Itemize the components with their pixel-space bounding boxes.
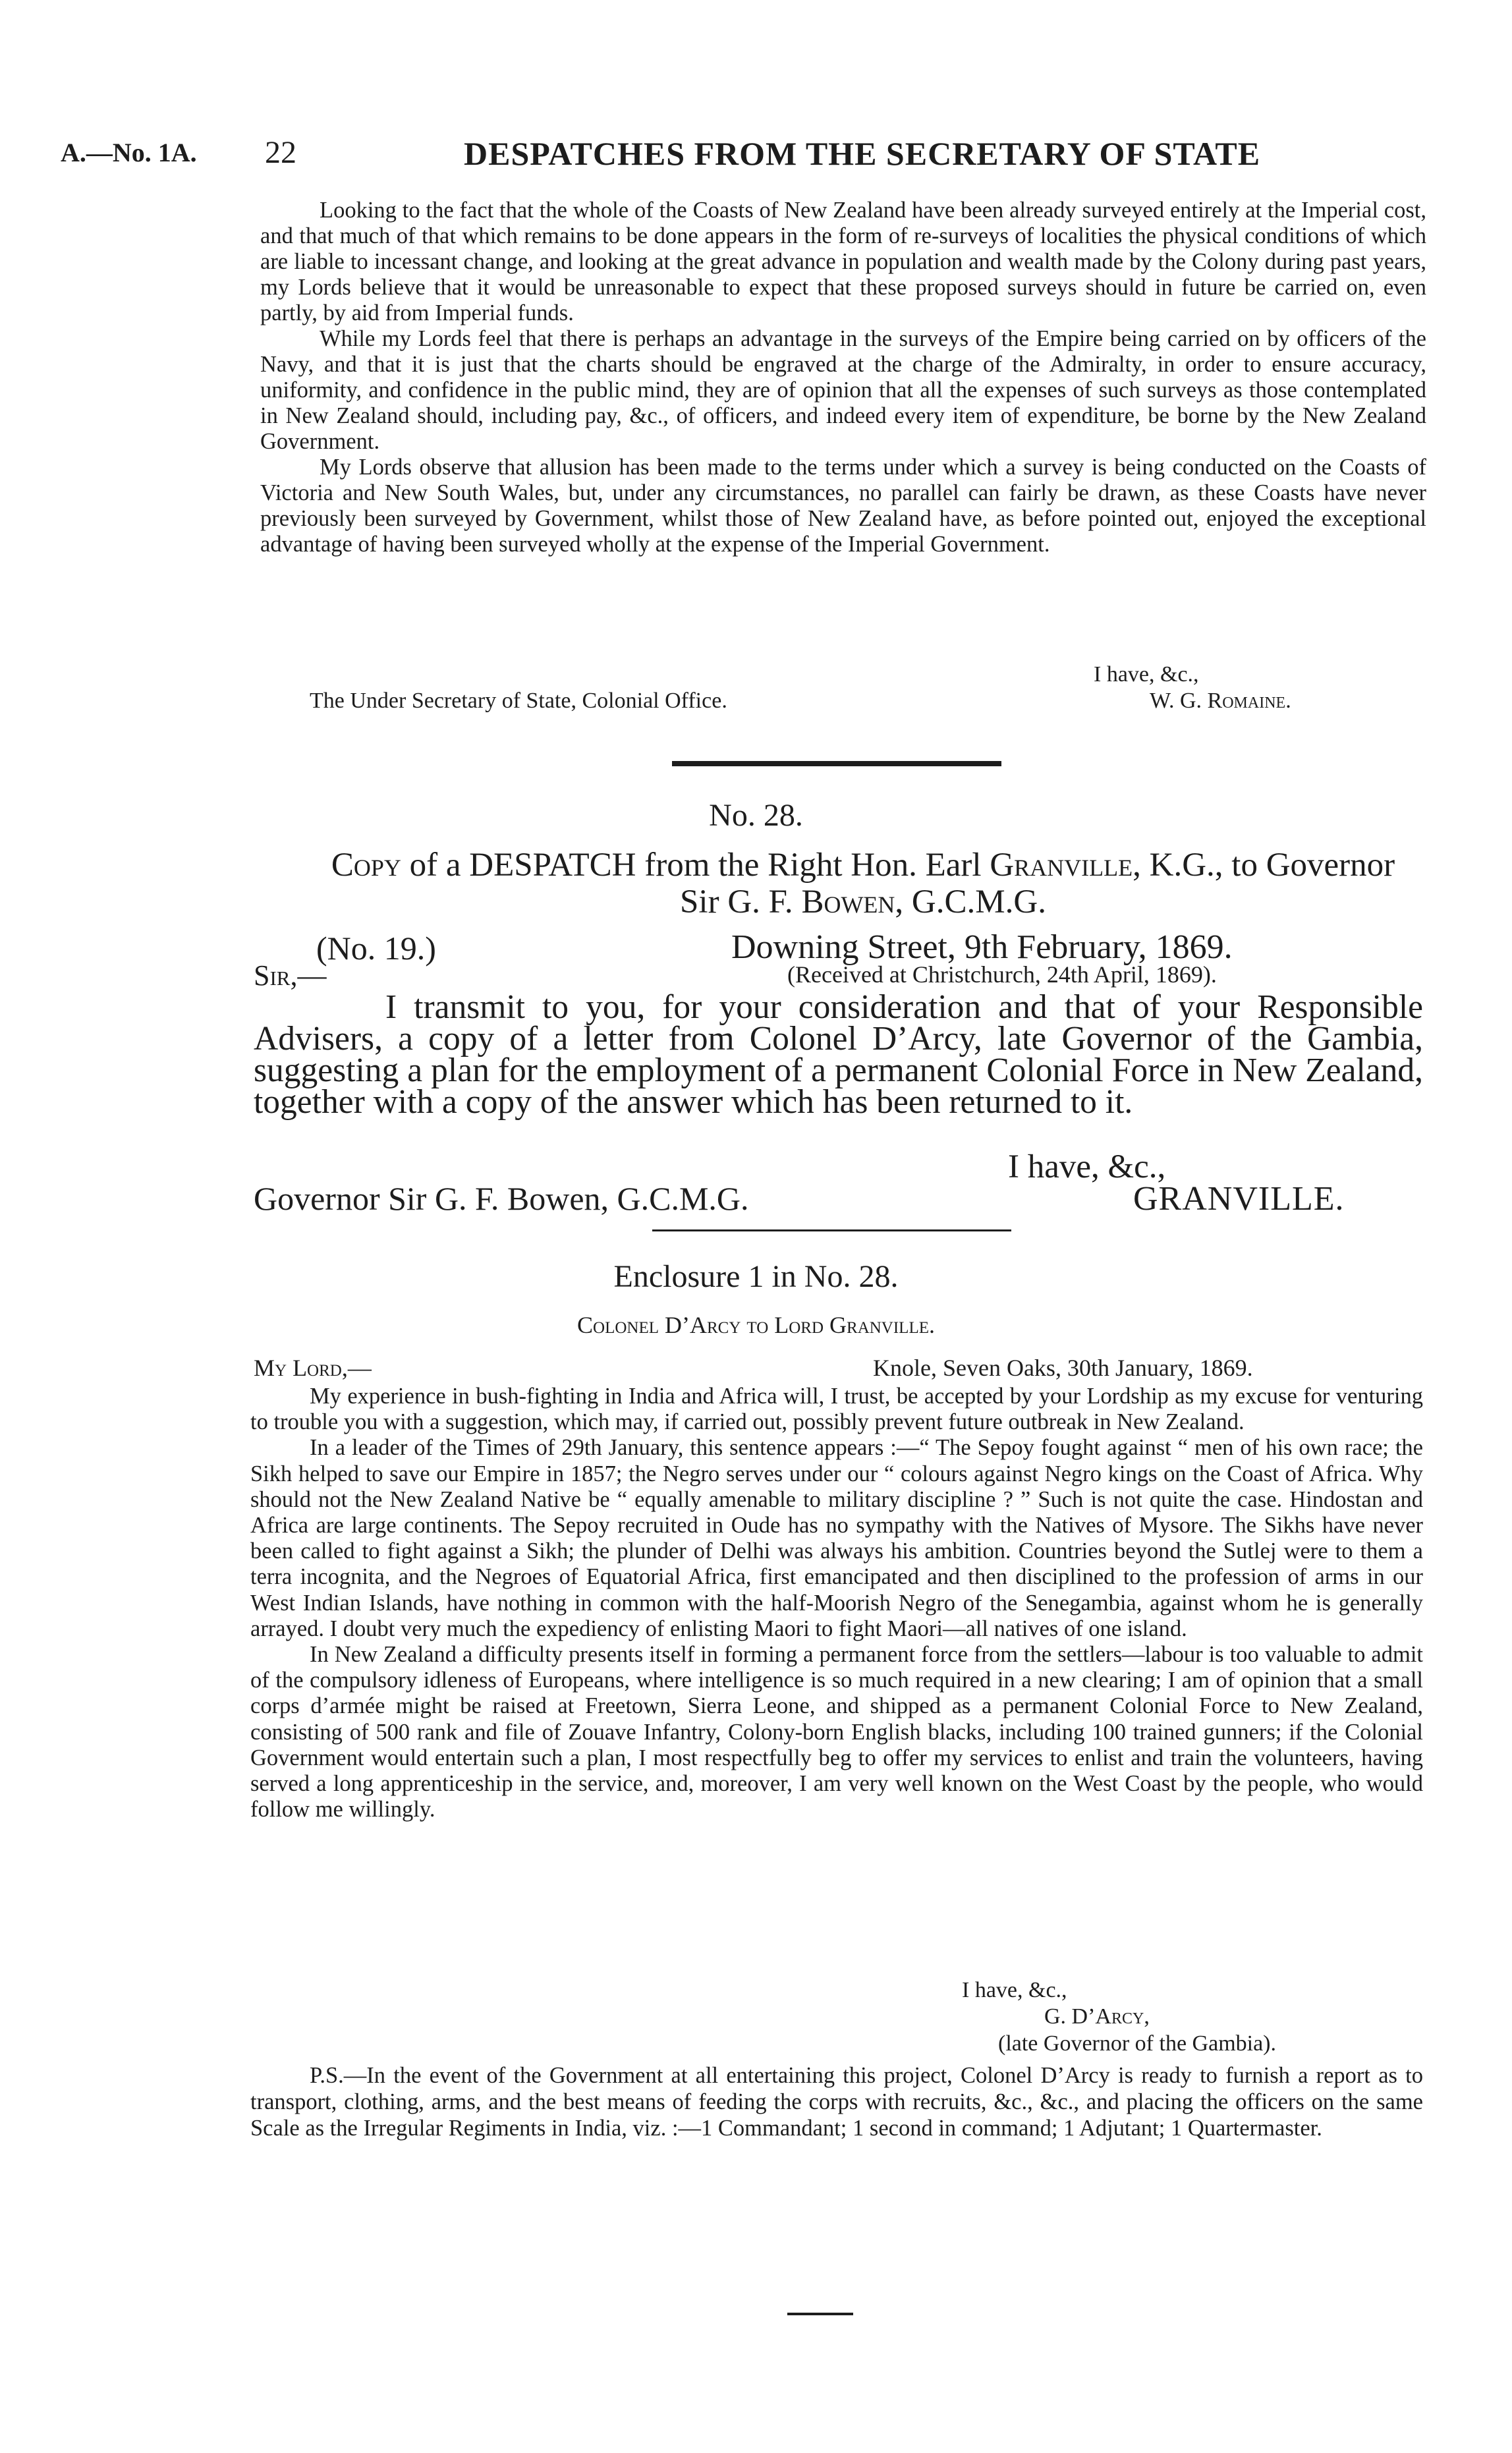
closing: I have, &c.,	[1008, 1148, 1166, 1185]
page-number: 22	[265, 135, 296, 170]
page-header	[61, 132, 1453, 178]
enclosure-letter	[250, 1384, 1423, 1822]
signature: W. G. Romaine.	[1150, 689, 1291, 713]
section-divider	[672, 761, 1001, 766]
place-date: Downing Street, 9th February, 1869.	[731, 928, 1233, 966]
enclosure-title: Enclosure 1 in No. 28.	[613, 1259, 899, 1294]
paragraph: P.S.—In the event of the Government at all entertaining this project, Colonel D’Arcy is ready to furnish a report as to transport, clothing, arms, and the best means of feeding the corps with recruits, &c., &c., and placing the officers on the same Scale as the Irregular Regiments in India, viz. :—1 Commandant; 1 second in command; 1 Adjutant; 1 Quartermaster.	[250, 2063, 1423, 2141]
paragraph: Looking to the fact that the whole of the Coasts of New Zealand have been already surveyed entirely at the Imperial cost, and that much of that which remains to be done appears in the form of re-surveys of localities the physical conditions of which are liable to incessant change, and looking at the great advance in population and wealth made by the Colony during past years, my Lords believe that it would be unreasonable to expect that these proposed surveys should in future be carried on, even partly, by aid from Imperial funds.	[260, 198, 1426, 325]
enclosure-subtitle: Colonel D’Arcy to Lord Granville.	[577, 1312, 935, 1338]
end-rule	[787, 2313, 853, 2315]
despatch-title: Copy of a DESPATCH from the Right Hon. Earl Granville, K.G., to Governor Sir G. F. Bowen, G.C.M.G.	[331, 847, 1395, 920]
section-divider	[652, 1229, 1011, 1231]
letter-continuation	[260, 198, 1426, 557]
paragraph: In a leader of the Times of 29th January, this sentence appears :—“ The Sepoy fought against “ men of his own race; the Sikh helped to save our Empire in 1857; the Negro serves under our “ colours against Negro kings on the Coast of Africa. Why should not the New Zealand Native be “ equally amenable to military discipline ? ” Such is not quite the case. Hindostan and Africa are large continents. The Sepoy recruited in Oude has no sympathy with the Natives of Mysore. The Sikhs have never been called to fight against a Sikh; the plunder of Delhi was always his ambition. Countries beyond the Sutlej were to them a terra incognita, and the Negroes of Equatorial Africa, first emancipated and then disciplined to the profession of arms in our West Indian Islands, have nothing in common with the half-Moorish Negro of the Senegambia, against whom he is generally arrayed. I doubt very much the expediency of enlisting Maori to fight Maori—all natives of one island.	[250, 1435, 1423, 1641]
closing: I have, &c.,	[1094, 662, 1199, 687]
paragraph: My experience in bush-fighting in India and Africa will, I trust, be accepted by your Lordship as my excuse for venturing to trouble you with a suggestion, which may, if carried out, possibly prevent future outbreak in New Zealand.	[250, 1384, 1423, 1435]
signature-role: (late Governor of the Gambia).	[998, 2031, 1276, 2056]
postscript	[250, 2062, 1423, 2141]
closing: I have, &c.,	[962, 1978, 1067, 2002]
document-reference: A.—No. 1A.	[61, 138, 197, 167]
received-note: (Received at Christchurch, 24th April, 1869).	[787, 961, 1217, 988]
paragraph: My Lords observe that allusion has been made to the terms under which a survey is being conducted on the Coasts of Victoria and New South Wales, but, under any circumstances, no parallel can fairly be drawn, as these Coasts have never previously been surveyed by Government, whilst those of New Zealand have, as before pointed out, enjoyed the exceptional advantage of having been surveyed wholly at the expense of the Imperial Government.	[260, 455, 1426, 557]
despatch-body: I transmit to you, for your consideration and that of your Responsible Advisers, a copy of a letter from Colonel D’Arcy, late Governor of the Gambia, suggesting a plan for the employment of a permanent Colonial Force in New Zealand, together with a copy of the answer which has been returned to it.	[254, 988, 1423, 1121]
paragraph: While my Lords feel that there is perhaps an advantage in the surveys of the Empire being carried on by officers of the Navy, and that it is just that the charts should be engraved at the charge of the Admiralty, in order to ensure accuracy, uniformity, and confidence in the public mind, they are of opinion that all the expenses of such surveys as those contemplated in New Zealand should, including pay, &c., of officers, and indeed every item of expenditure, be borne by the New Zealand Government.	[260, 326, 1426, 454]
place-date: Knole, Seven Oaks, 30th January, 1869.	[873, 1355, 1253, 1381]
addressee: Governor Sir G. F. Bowen, G.C.M.G.	[254, 1180, 749, 1217]
page-title: DESPATCHES FROM THE SECRETARY OF STATE	[464, 135, 1261, 172]
signature: GRANVILLE.	[1133, 1180, 1345, 1218]
paragraph: In New Zealand a difficulty presents itself in forming a permanent force from the settlers—labour is too valuable to admit of the compulsory idleness of Europeans, where intelligence is so much required in a new clearing; I am of opinion that a small corps d’armée might be raised at Freetown, Sierra Leone, and shipped as a permanent Colonial Force to New Zealand, consisting of 500 rank and file of Zouave Infantry, Colony-born English blacks, including 100 trained gunners; if the Colonial Government would entertain such a plan, I most respectfully beg to offer my services to enlist and train the volunteers, having served a long apprenticeship in the service, and, moreover, I am very well known on the West Coast by the people, who would follow me willingly.	[250, 1642, 1423, 1822]
despatch-number: No. 28.	[709, 798, 803, 833]
signature: G. D’Arcy,	[1044, 2004, 1150, 2029]
salutation: My Lord,—	[254, 1355, 372, 1381]
salutation: Sir,—	[254, 959, 327, 992]
despatch-ref-number: (No. 19.)	[316, 930, 436, 967]
addressee: The Under Secretary of State, Colonial Office.	[310, 689, 727, 713]
